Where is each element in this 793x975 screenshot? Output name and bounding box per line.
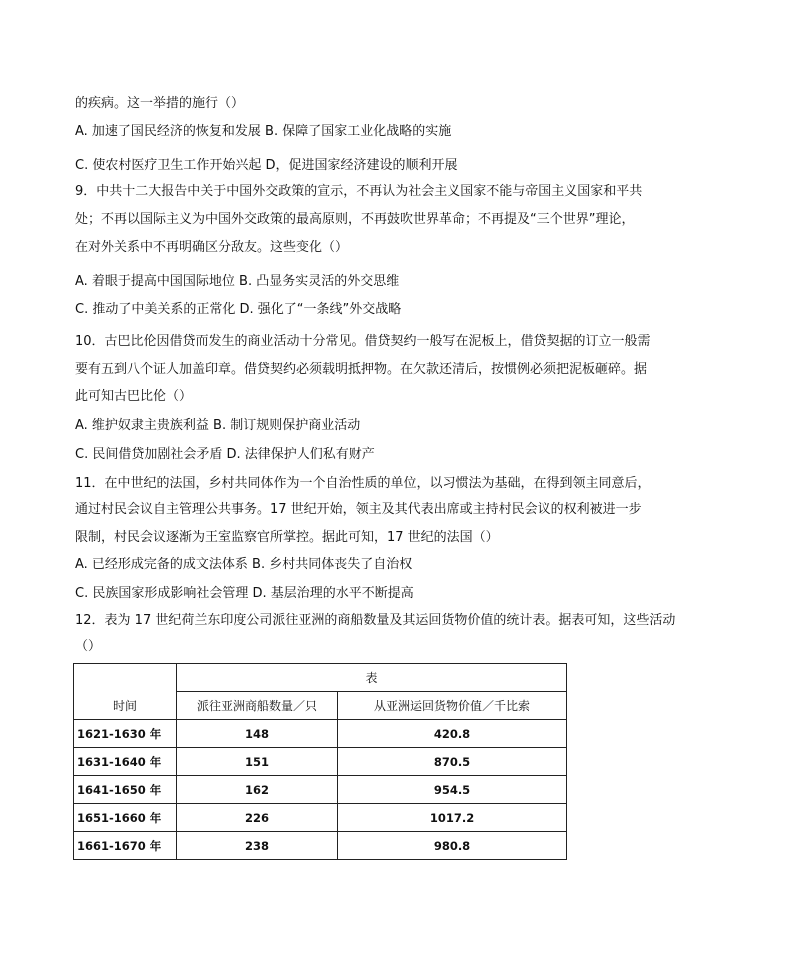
- cell-cargo-value: 870.5: [338, 748, 567, 776]
- cell-period: 1621-1630 年: [74, 720, 177, 748]
- question-11-stem-line-2: 通过村民会议自主管理公共事务。17 世纪开始，领主及其代表出席或主持村民会议的权利被进一步: [75, 502, 642, 517]
- question-12-stem-line-2: （）: [75, 639, 102, 654]
- question-10-options-cd: C. 民间借贷加剧社会矛盾 D. 法律保护人们私有财产: [75, 447, 375, 462]
- table-row: [74, 804, 567, 832]
- question-12-stem-line-1: 12．表为 17 世纪荷兰东印度公司派往亚洲的商船数量及其运回货物价值的统计表。据表可知，这些活动: [75, 613, 676, 628]
- cell-ship-count: 151: [177, 748, 338, 776]
- question-8-stem-end: 的疾病。这一举措的施行（）: [75, 96, 245, 111]
- cell-period: 1651-1660 年: [74, 804, 177, 832]
- question-11-options-cd: C. 民族国家形成影响社会管理 D. 基层治理的水平不断提高: [75, 586, 414, 601]
- cell-period: 1631-1640 年: [74, 748, 177, 776]
- table-caption-row: [74, 664, 567, 692]
- cell-cargo-value: 954.5: [338, 776, 567, 804]
- cell-ship-count: 162: [177, 776, 338, 804]
- question-10-stem-line-1: 10．古巴比伦因借贷而发生的商业活动十分常见。借贷契约一般写在泥板上，借贷契据的订立一般需: [75, 334, 651, 349]
- question-9-options-ab: A. 着眼于提高中国国际地位 B. 凸显务实灵活的外交思维: [75, 274, 400, 289]
- question-9-options-cd: C. 推动了中美关系的正常化 D. 强化了“一条线”外交战略: [75, 302, 402, 317]
- table-corner-cell: [74, 664, 177, 692]
- cell-ship-count: 148: [177, 720, 338, 748]
- table-header-row: [74, 692, 567, 720]
- cell-period: 1661-1670 年: [74, 832, 177, 860]
- table-row: [74, 720, 567, 748]
- cell-cargo-value: 1017.2: [338, 804, 567, 832]
- question-9-stem-line-3: 在对外关系中不再明确区分敌友。这些变化（）: [75, 240, 349, 255]
- question-9-stem-line-2: 处；不再以国际主义为中国外交政策的最高原则，不再鼓吹世界革命；不再提及“三个世界”理论，: [75, 212, 635, 227]
- question-11-stem-line-1: 11．在中世纪的法国，乡村共同体作为一个自治性质的单位，以习惯法为基础，在得到领主同意后，: [75, 476, 651, 491]
- cell-ship-count: 238: [177, 832, 338, 860]
- question-8-options-cd: C. 使农村医疗卫生工作开始兴起 D，促进国家经济建设的顺利开展: [75, 158, 458, 173]
- question-10-stem-line-3: 此可知古巴比伦（）: [75, 389, 193, 404]
- question-10-options-ab: A. 维护奴隶主贵族利益 B. 制订规则保护商业活动: [75, 418, 361, 433]
- cell-ship-count: 226: [177, 804, 338, 832]
- question-10-stem-line-2: 要有五到八个证人加盖印章。借贷契约必须载明抵押物。在欠款还清后，按惯例必须把泥板砸碎。据: [75, 362, 648, 377]
- column-header-period: 时间: [74, 692, 177, 720]
- table-row: [74, 748, 567, 776]
- cell-cargo-value: 980.8: [338, 832, 567, 860]
- question-9-stem-line-1: 9．中共十二大报告中关于中国外交政策的宣示，不再认为社会主义国家不能与帝国主义国家和平共: [75, 184, 643, 199]
- cell-cargo-value: 420.8: [338, 720, 567, 748]
- question-8-options-ab: A. 加速了国民经济的恢复和发展 B. 保障了国家工业化战略的实施: [75, 124, 452, 139]
- table-caption: 表: [177, 664, 567, 692]
- statistics-table: [73, 663, 567, 860]
- cell-period: 1641-1650 年: [74, 776, 177, 804]
- column-header-ship-count: 派往亚洲商船数量／只: [177, 692, 338, 720]
- question-11-stem-line-3: 限制，村民会议逐渐为王室监察官所掌控。据此可知，17 世纪的法国（）: [75, 530, 499, 545]
- table-row: [74, 776, 567, 804]
- table-row: [74, 832, 567, 860]
- column-header-cargo-value: 从亚洲运回货物价值／千比索: [338, 692, 567, 720]
- question-11-options-ab: A. 已经形成完备的成文法体系 B. 乡村共同体丧失了自治权: [75, 557, 413, 572]
